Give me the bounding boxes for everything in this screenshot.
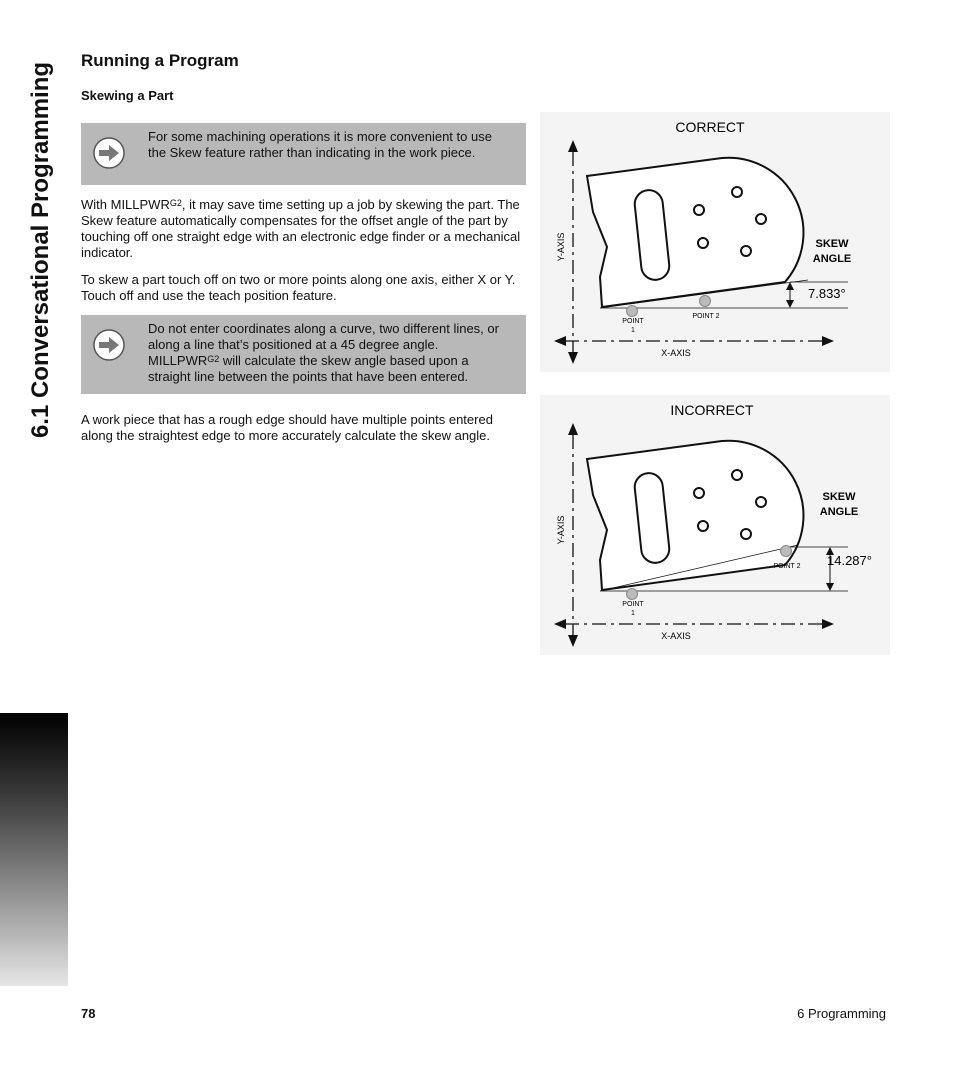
skew-label: SKEW bbox=[822, 491, 856, 503]
point-1-marker bbox=[627, 306, 638, 317]
paragraph-text: With MILLPWR bbox=[81, 197, 170, 212]
paragraph-text: , it may save time setting up a job by skewing the part. The Skew feature automatically compensates for the offset angle of the part by touching off one straight edge with an electronic edge finder or a mechanical indicator. bbox=[81, 197, 521, 260]
sidebar-section-title-text: 6.1 Conversational Programming bbox=[27, 61, 54, 439]
y-axis-label: Y-AXIS bbox=[556, 515, 566, 545]
angle-label: ANGLE bbox=[819, 506, 859, 518]
x-axis-label: X-AXIS bbox=[661, 631, 691, 641]
sidebar-gradient-tab bbox=[0, 713, 68, 986]
angle-value: 14.287° bbox=[827, 553, 872, 568]
page-number: 78 bbox=[81, 1006, 96, 1021]
figure-title: CORRECT bbox=[675, 119, 745, 135]
skew-diagram-incorrect bbox=[540, 395, 890, 655]
sidebar-section-title bbox=[18, 40, 64, 460]
footer-section-name: 6 Programming bbox=[797, 1006, 886, 1021]
workpiece-outline bbox=[587, 158, 803, 307]
note-box bbox=[81, 315, 526, 394]
point-1-label: POINT bbox=[622, 318, 644, 325]
angle-value: 7.833° bbox=[808, 286, 846, 301]
superscript: G2 bbox=[169, 198, 182, 208]
paragraph: A work piece that has a rough edge should have multiple points entered along the straightest edge to more accurately calculate the skew angle. bbox=[81, 412, 493, 443]
skew-label: SKEW bbox=[815, 238, 849, 250]
superscript: G2 bbox=[207, 354, 220, 364]
y-axis-label: Y-AXIS bbox=[556, 232, 566, 262]
point-1-label: POINT bbox=[622, 601, 644, 608]
point-2-label: POINT 2 bbox=[773, 563, 801, 570]
workpiece-outline bbox=[587, 441, 803, 590]
point-2-marker bbox=[781, 546, 792, 557]
angle-label: ANGLE bbox=[812, 253, 852, 265]
arrow-right-icon bbox=[93, 137, 125, 169]
x-axis-label: X-AXIS bbox=[661, 348, 691, 358]
point-1-number: 1 bbox=[631, 327, 635, 334]
note-text bbox=[148, 321, 512, 385]
note-text: For some machining operations it is more convenient to use the Skew feature rather than indicating in the work piece. bbox=[148, 129, 492, 160]
page-title: Running a Program bbox=[81, 51, 239, 70]
note-box bbox=[81, 123, 526, 185]
arrow-right-icon bbox=[93, 329, 125, 361]
point-1-marker bbox=[627, 589, 638, 600]
note-text-part: Do not enter coordinates along a curve, two different lines, or along a line that’s positioned at a 45 degree angle. MILLPWR bbox=[148, 321, 499, 368]
section-subtitle: Skewing a Part bbox=[81, 88, 174, 103]
paragraph: To skew a part touch off on two or more points along one axis, either X or Y. Touch off and use the teach position feature. bbox=[81, 272, 516, 303]
figure-title: INCORRECT bbox=[670, 402, 754, 418]
point-1-number: 1 bbox=[631, 610, 635, 617]
paragraph bbox=[81, 197, 526, 261]
point-2-marker bbox=[700, 296, 711, 307]
point-2-label: POINT 2 bbox=[692, 313, 720, 320]
note-text-part: will calculate the skew angle based upon a straight line between the points that have been entered. bbox=[148, 353, 469, 384]
skew-diagram-correct bbox=[540, 112, 890, 372]
